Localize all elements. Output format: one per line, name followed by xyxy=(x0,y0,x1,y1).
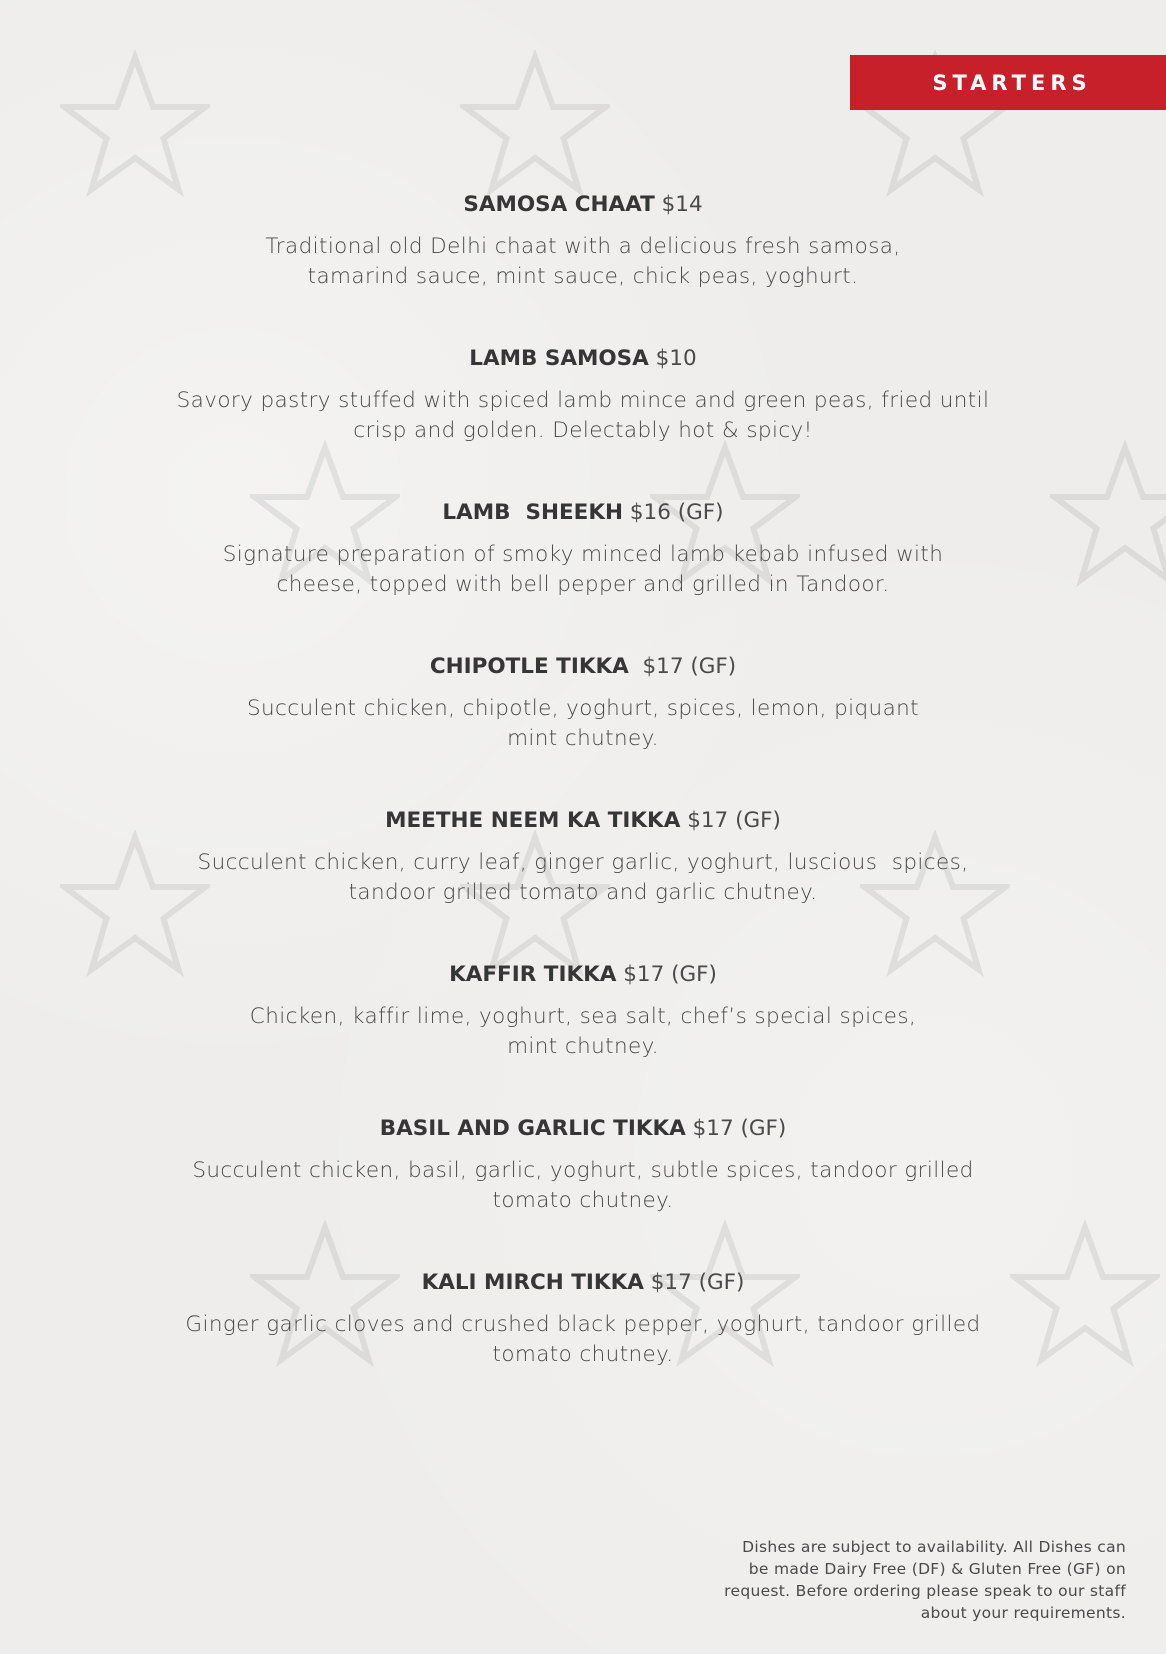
menu-item-description xyxy=(0,1310,1166,1370)
menu-item xyxy=(0,802,1166,956)
menu-item xyxy=(0,956,1166,1110)
footnote-line: request. Before ordering please speak to our staff xyxy=(724,1582,1126,1600)
menu-item-price: $17 (GF) xyxy=(623,962,717,987)
menu-item-description-line: Succulent chicken, curry leaf, ginger garlic, yoghurt, luscious spices, xyxy=(197,850,969,875)
menu-item-description-line: tamarind sauce, mint sauce, chick peas, yoghurt. xyxy=(307,264,859,289)
menu-item-description-line: mint chutney. xyxy=(507,726,659,751)
menu-item-name: KALI MIRCH TIKKA xyxy=(421,1270,644,1295)
menu-item-description-line: crisp and golden. Delectably hot & spicy! xyxy=(353,418,813,443)
menu-item-heading xyxy=(0,1264,1166,1302)
menu-item-heading xyxy=(0,494,1166,532)
footnote-line: about your requirements. xyxy=(920,1604,1126,1622)
menu-item-description xyxy=(0,694,1166,754)
menu-item xyxy=(0,340,1166,494)
menu-item-description xyxy=(0,1156,1166,1216)
menu-item-name: LAMB SAMOSA xyxy=(469,346,649,371)
menu-item-description-line: mint chutney. xyxy=(507,1034,659,1059)
menu-item-heading xyxy=(0,956,1166,994)
menu-item-heading xyxy=(0,1110,1166,1148)
menu-item-description-line: Chicken, kaffir lime, yoghurt, sea salt, chef’s special spices, xyxy=(249,1004,917,1029)
menu-item-heading xyxy=(0,340,1166,378)
menu-item-name: SAMOSA CHAAT xyxy=(463,192,655,217)
menu-item-heading xyxy=(0,648,1166,686)
menu-item xyxy=(0,1110,1166,1264)
menu-item-description-line: Ginger garlic cloves and crushed black pepper, yoghurt, tandoor grilled xyxy=(185,1312,981,1337)
menu-item xyxy=(0,648,1166,802)
footnote-line: Dishes are subject to availability. All Dishes can xyxy=(742,1538,1126,1556)
menu-item-name: CHIPOTLE TIKKA xyxy=(429,654,629,679)
menu-item-heading xyxy=(0,186,1166,224)
menu-item-price: $14 xyxy=(661,192,703,217)
menu-item-description xyxy=(0,1002,1166,1062)
menu-item-price: $17 (GF) xyxy=(687,808,781,833)
menu-item-description xyxy=(0,540,1166,600)
menu-item-description-line: cheese, topped with bell pepper and grilled in Tandoor. xyxy=(276,572,890,597)
menu-item-heading xyxy=(0,802,1166,840)
menu-item-description-line: tandoor grilled tomato and garlic chutney. xyxy=(348,880,818,905)
menu-item xyxy=(0,186,1166,340)
menu-item-name: LAMB SHEEKH xyxy=(442,500,624,525)
availability-footnote xyxy=(666,1536,1126,1624)
menu-item xyxy=(0,1264,1166,1418)
menu-item-description-line: Succulent chicken, basil, garlic, yoghurt, subtle spices, tandoor grilled xyxy=(192,1158,974,1183)
menu-item-description-line: Signature preparation of smoky minced lamb kebab infused with xyxy=(222,542,944,567)
menu-item-price: $10 xyxy=(655,346,697,371)
menu-item-description xyxy=(0,386,1166,446)
menu-item-description-line: Succulent chicken, chipotle, yoghurt, spices, lemon, piquant xyxy=(246,696,920,721)
menu-item-description-line: Traditional old Delhi chaat with a delicious fresh samosa, xyxy=(265,234,901,259)
section-title-tab xyxy=(850,55,1166,110)
menu-item xyxy=(0,494,1166,648)
menu-item-name: MEETHE NEEM KA TIKKA xyxy=(385,808,681,833)
menu-list xyxy=(0,186,1166,1418)
menu-item-description-line: Savory pastry stuffed with spiced lamb mince and green peas, fried until xyxy=(176,388,990,413)
section-title: STARTERS xyxy=(932,70,1092,95)
menu-item-name: KAFFIR TIKKA xyxy=(449,962,617,987)
menu-item-price: $17 (GF) xyxy=(635,654,737,679)
menu-item-name: BASIL AND GARLIC TIKKA xyxy=(379,1116,686,1141)
menu-item-description xyxy=(0,848,1166,908)
menu-item-price: $16 (GF) xyxy=(629,500,724,525)
menu-item-description xyxy=(0,232,1166,292)
menu-item-price: $17 (GF) xyxy=(650,1270,745,1295)
menu-item-description-line: tomato chutney. xyxy=(492,1188,674,1213)
menu-item-description-line: tomato chutney. xyxy=(492,1342,674,1367)
footnote-line: be made Dairy Free (DF) & Gluten Free (GF) on xyxy=(748,1560,1126,1578)
menu-item-price: $17 (GF) xyxy=(692,1116,787,1141)
